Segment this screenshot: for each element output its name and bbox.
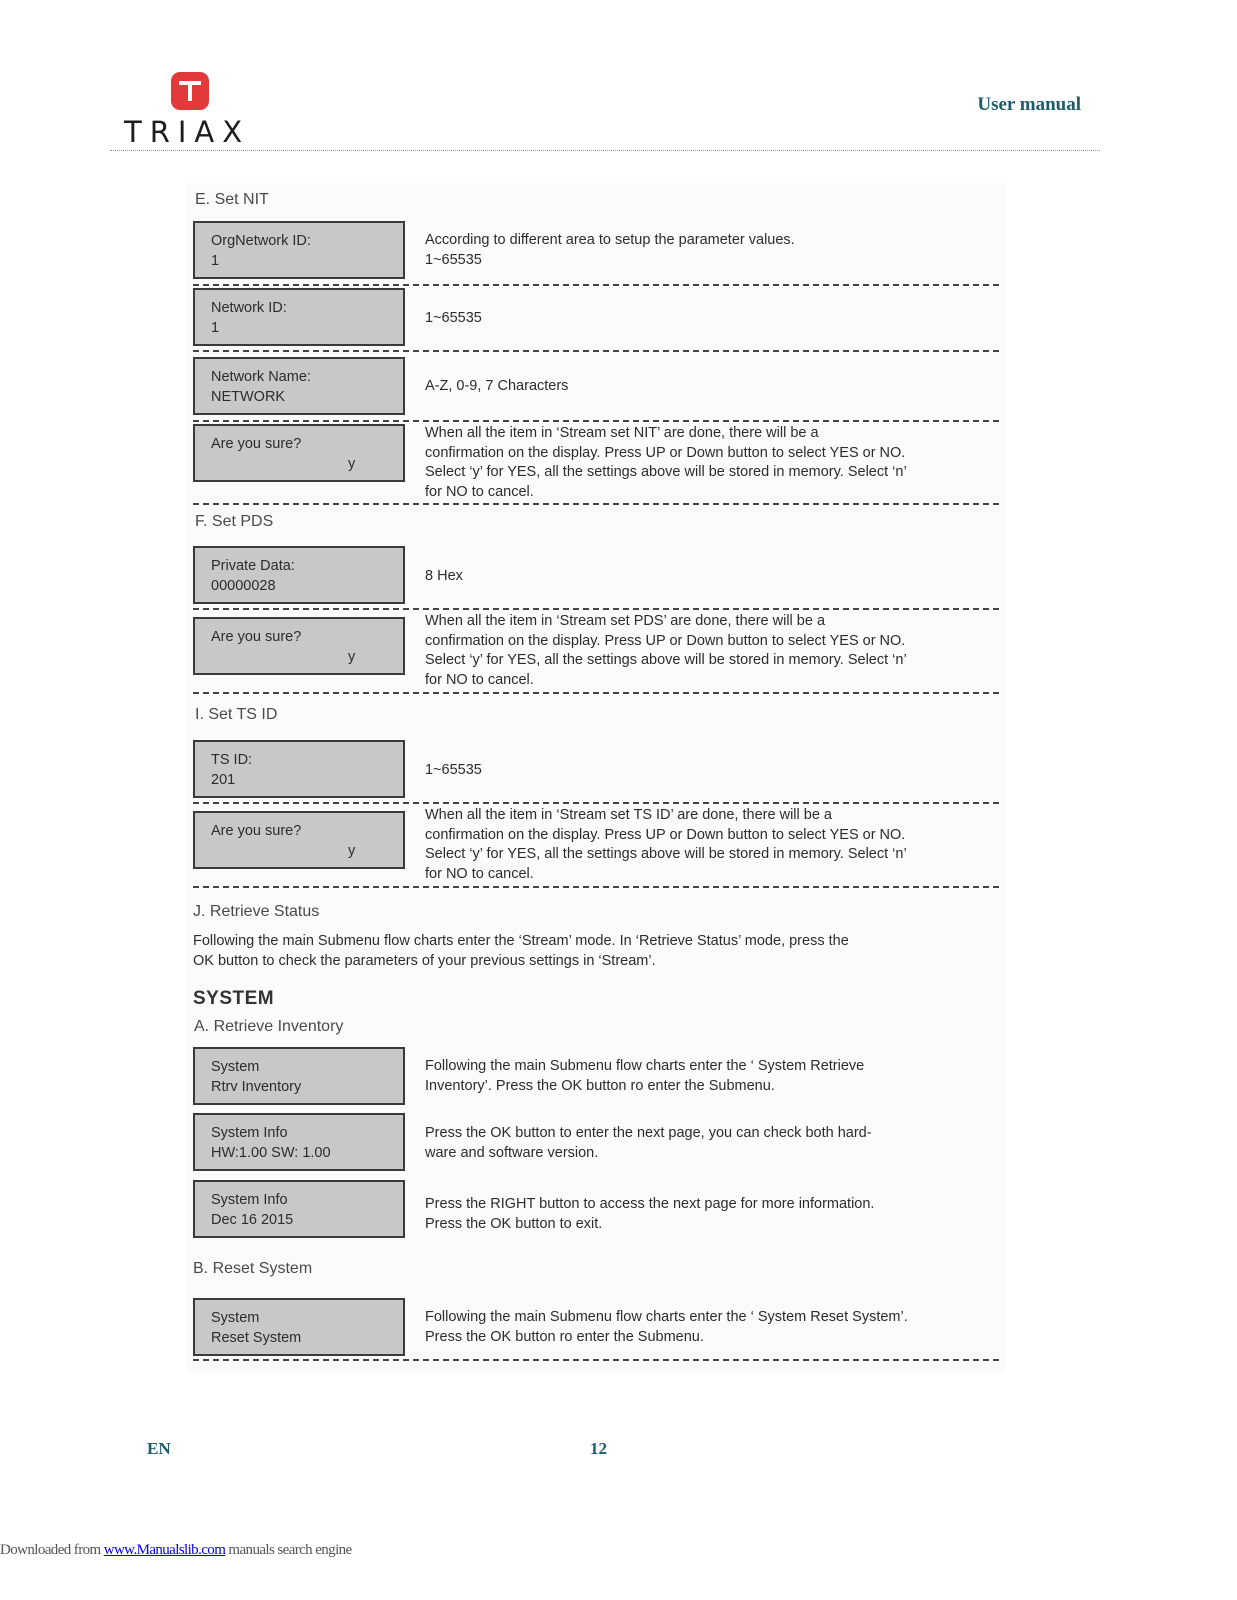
dashed-divider xyxy=(193,350,999,352)
page-number: 12 xyxy=(590,1439,607,1458)
desc-orgnetwork-id: According to different area to setup the parameter values. 1~65535 xyxy=(425,232,795,268)
lcd-network-id xyxy=(193,288,405,346)
desc-reset-system: Following the main Submenu flow charts enter the ‘ System Reset System’. Press the OK button ro enter the Submenu. xyxy=(425,1309,908,1345)
desc-confirm-pds: When all the item in ‘Stream set PDS’ are done, there will be a confirmation on the display. Press UP or Down button to select YES or NO. Select ‘y’ for YES, all the settings above will be stored in memory. Select ‘n’ for NO to cancel. xyxy=(425,613,907,688)
lcd-line-2: Dec 16 2015 xyxy=(211,1211,294,1228)
lcd-line-1: TS ID: xyxy=(211,752,253,768)
header-title: User manual xyxy=(977,94,1081,115)
lcd-line-2: y xyxy=(348,842,356,859)
download-suffix: manuals search engine xyxy=(225,1542,352,1558)
dashed-divider xyxy=(193,802,999,804)
desc-system-info-version: Press the OK button to enter the next page, you can check both hard- ware and software version. xyxy=(425,1125,872,1161)
lcd-are-you-sure-pds xyxy=(193,617,405,675)
manualslib-link[interactable]: www.Manualslib.com xyxy=(103,1542,226,1558)
lcd-line-2: NETWORK xyxy=(211,388,286,405)
header-divider xyxy=(110,150,1100,151)
logo-text: TRIAX xyxy=(124,115,251,149)
lcd-line-1: System Info xyxy=(211,1125,288,1141)
lcd-are-you-sure-tsid xyxy=(193,811,405,869)
retrieve-status-text: Following the main Submenu flow charts enter the ‘Stream’ mode. In ‘Retrieve Status’ mode, press the OK button to check the parameters of your previous settings in ‘Stream’. xyxy=(193,933,849,969)
lcd-line-1: Network ID: xyxy=(211,300,287,316)
section-title-reset-system: B. Reset System xyxy=(193,1260,313,1277)
desc-confirm-nit: When all the item in ‘Stream set NIT’ are done, there will be a confirmation on the display. Press UP or Down button to select YES or NO. Select ‘y’ for YES, all the settings above will be stored in memory. Select ‘n’ for NO to cancel. xyxy=(425,425,907,500)
lcd-system-info-version xyxy=(193,1113,405,1171)
dashed-divider xyxy=(193,284,999,286)
section-title-retrieve-status: J. Retrieve Status xyxy=(193,903,320,920)
dashed-divider xyxy=(193,886,999,888)
lcd-private-data xyxy=(193,546,405,604)
lcd-ts-id xyxy=(193,740,405,798)
lcd-line-2: 00000028 xyxy=(211,577,276,594)
dashed-divider xyxy=(193,420,999,422)
desc-confirm-tsid: When all the item in ‘Stream set TS ID’ are done, there will be a confirmation on the display. Press UP or Down button to select YES or NO. Select ‘y’ for YES, all the settings above will be stored in memory. Select ‘n’ for NO to cancel. xyxy=(425,807,907,882)
lcd-line-1: System xyxy=(211,1059,260,1075)
lcd-network-name xyxy=(193,357,405,415)
lcd-are-you-sure-nit xyxy=(193,424,405,482)
lcd-line-2: y xyxy=(348,648,356,665)
lcd-system-reset xyxy=(193,1298,405,1356)
lcd-line-1: Private Data: xyxy=(211,558,295,574)
lcd-system-info-date xyxy=(193,1180,405,1238)
dashed-divider xyxy=(193,608,999,610)
desc-system-info-date: Press the RIGHT button to access the next page for more information. Press the OK button to exit. xyxy=(425,1196,875,1232)
section-title-set-pds: F. Set PDS xyxy=(195,513,274,530)
lcd-line-1: System xyxy=(211,1310,260,1326)
lcd-line-2: y xyxy=(348,455,356,472)
lcd-line-1: Network Name: xyxy=(211,369,311,385)
dashed-divider xyxy=(193,692,999,694)
desc-network-name: A-Z, 0-9, 7 Characters xyxy=(425,378,569,394)
section-title-set-ts-id: I. Set TS ID xyxy=(195,706,278,723)
desc-ts-id: 1~65535 xyxy=(425,762,482,778)
section-title-retrieve-inventory: A. Retrieve Inventory xyxy=(194,1018,344,1035)
lcd-line-1: Are you sure? xyxy=(211,436,302,452)
download-prefix: Downloaded from xyxy=(0,1542,104,1558)
lcd-orgnetwork-id xyxy=(193,221,405,279)
lcd-line-2: 1 xyxy=(211,252,220,269)
desc-network-id: 1~65535 xyxy=(425,310,482,326)
lcd-line-1: System Info xyxy=(211,1192,288,1208)
lcd-line-2: 1 xyxy=(211,319,220,336)
download-notice xyxy=(0,1542,352,1559)
footer-language: EN xyxy=(147,1439,171,1458)
dashed-divider xyxy=(193,1359,999,1361)
lcd-line-1: Are you sure? xyxy=(211,823,302,839)
lcd-line-1: OrgNetwork ID: xyxy=(211,233,311,249)
lcd-line-2: Rtrv Inventory xyxy=(211,1078,302,1095)
lcd-system-rtrv-inventory xyxy=(193,1047,405,1105)
system-heading: SYSTEM xyxy=(193,988,275,1009)
desc-private-data: 8 Hex xyxy=(425,568,463,584)
desc-rtrv-inventory: Following the main Submenu flow charts enter the ‘ System Retrieve Inventory’. Press the OK button ro enter the Submenu. xyxy=(425,1058,865,1094)
lcd-line-1: Are you sure? xyxy=(211,629,302,645)
triax-logo-icon xyxy=(171,72,209,110)
lcd-line-2: Reset System xyxy=(211,1329,302,1346)
lcd-line-2: HW:1.00 SW: 1.00 xyxy=(211,1144,331,1161)
section-title-set-nit: E. Set NIT xyxy=(195,191,269,208)
lcd-line-2: 201 xyxy=(211,771,236,788)
dashed-divider xyxy=(193,503,999,505)
